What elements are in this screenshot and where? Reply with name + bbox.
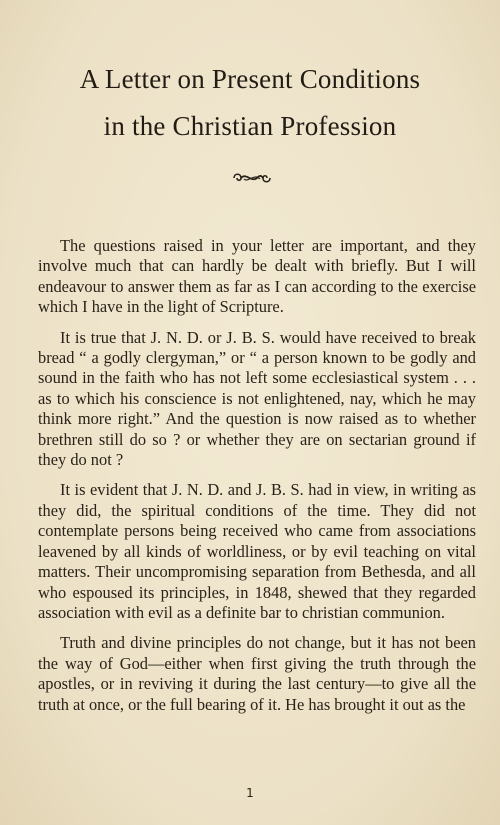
paragraph-4: Truth and divine principles do not change, but it has not been the way of God—either when first giving the truth through the apostles, or in reviving it during the last century—to give all the truth at once, or the full bearing of it. He has brought it out as the — [38, 633, 476, 714]
page-number: 1 — [246, 786, 254, 800]
paragraph-1: The questions raised in your letter are important, and they involve much that can hardly be dealt with briefly. But I will endeavour to answer them as far as I can according to the exercise which I have in the light of Scripture. — [38, 236, 476, 317]
paragraph-3: It is evident that J. N. D. and J. B. S. had in view, in writing as they did, the spiritual conditions of the time. They did not contemplate persons being received who came from associations leavened by all kinds of worldliness, or by evil teaching on vital matters. Their uncompromising separation from Bethesda, and all who espoused its principles, in 1848, shewed that they regarded association with evil as a definite bar to christian communion. — [38, 480, 476, 622]
title-line-2: in the Christian Profession — [103, 111, 397, 141]
fleuron-ornament-icon — [230, 168, 274, 188]
paragraph-2: It is true that J. N. D. or J. B. S. would have received to break bread “ a godly clergyman,” or “ a person known to be godly and sound in the faith who has not left some ecclesiastical system . . . as to which his conscience is not enlightened, nay, which he may think more right.” And the question is now raised as to whether brethren still do so ? or whether they are on sectarian ground if they do not ? — [38, 327, 476, 470]
body-text — [38, 236, 476, 725]
title-line-1: A Letter on Present Conditions — [79, 64, 421, 94]
